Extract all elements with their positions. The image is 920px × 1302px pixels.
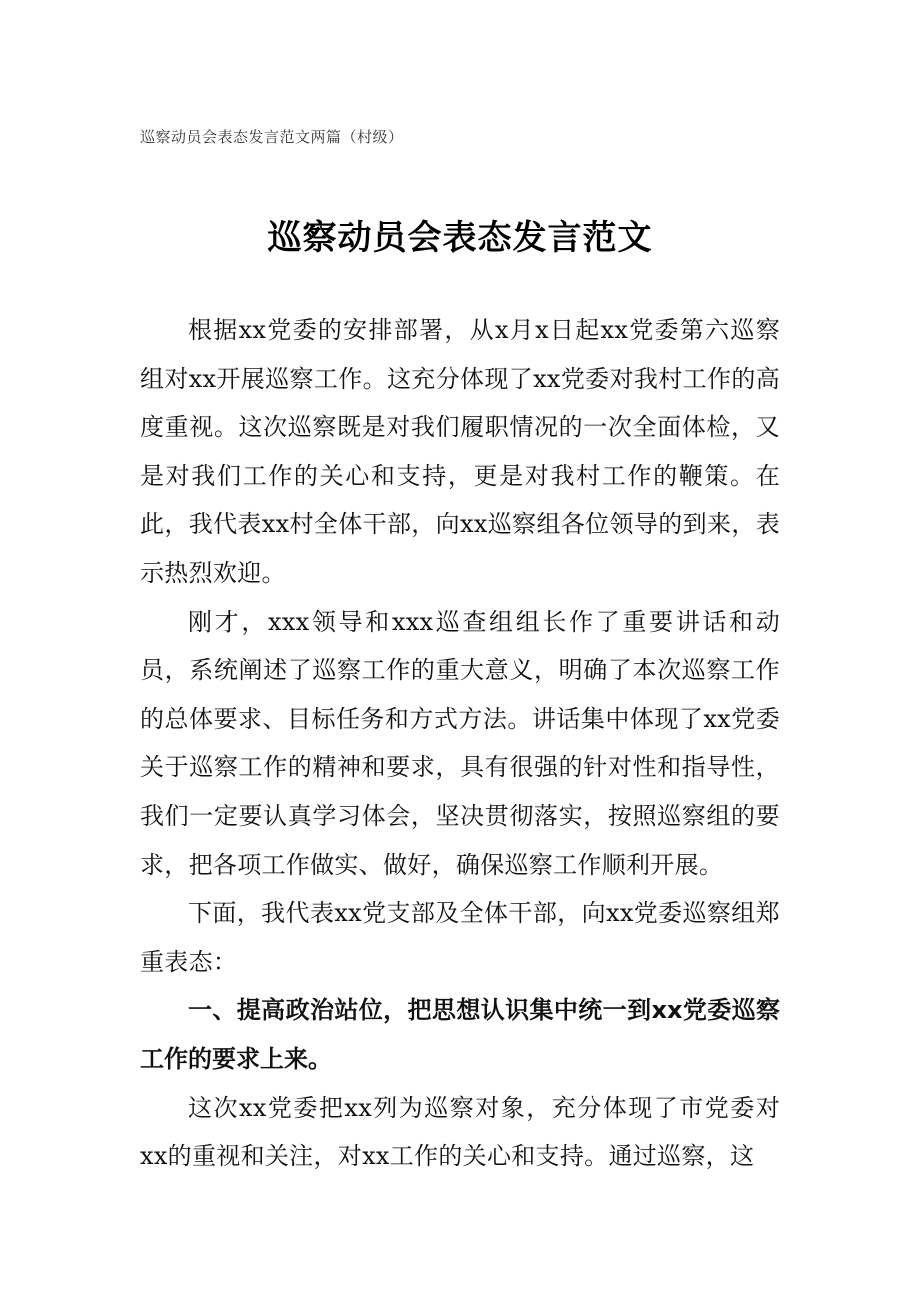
paragraph-3: 下面，我代表xx党支部及全体干部，向xx党委巡察组郑重表态： xyxy=(140,899,780,976)
paragraph-2: 刚才，xxx领导和xxx巡查组组长作了重要讲话和动员，系统阐述了巡察工作的重大意义，明确了本次巡察工作的总体要求、目标任务和方式方法。讲话集中体现了xx党委关于巡察工作的精神和要求，具有很强的针对性和指导性，我们一定要认真学习体会，坚决贯彻落实，按照巡察组的要求，把各项工作做实、做好，确保巡察工作顺利开展。 xyxy=(140,607,780,879)
document-title: 巡察动员会表态发言范文 xyxy=(267,218,653,258)
section-heading-1: 一、提高政治站位，把思想认识集中统一到xx党委巡察工作的要求上来。 xyxy=(140,996,780,1073)
running-header: 巡察动员会表态发言范文两篇（村级） xyxy=(140,128,404,146)
paragraph-1: 根据xx党委的安排部署，从x月x日起xx党委第六巡察组对xx开展巡察工作。这充分体现了xx党委对我村工作的高度重视。这次巡察既是对我们履职情况的一次全面体检，又是对我们工作的关心和支持，更是对我村工作的鞭策。在此，我代表xx村全体干部，向xx巡察组各位领导的到来，表示热烈欢迎。 xyxy=(140,316,780,587)
document-body xyxy=(140,306,780,1181)
section-paragraph-1: 这次xx党委把xx列为巡察对象，充分体现了市党委对xx的重视和关注，对xx工作的关心和支持。通过巡察，这 xyxy=(140,1093,780,1171)
